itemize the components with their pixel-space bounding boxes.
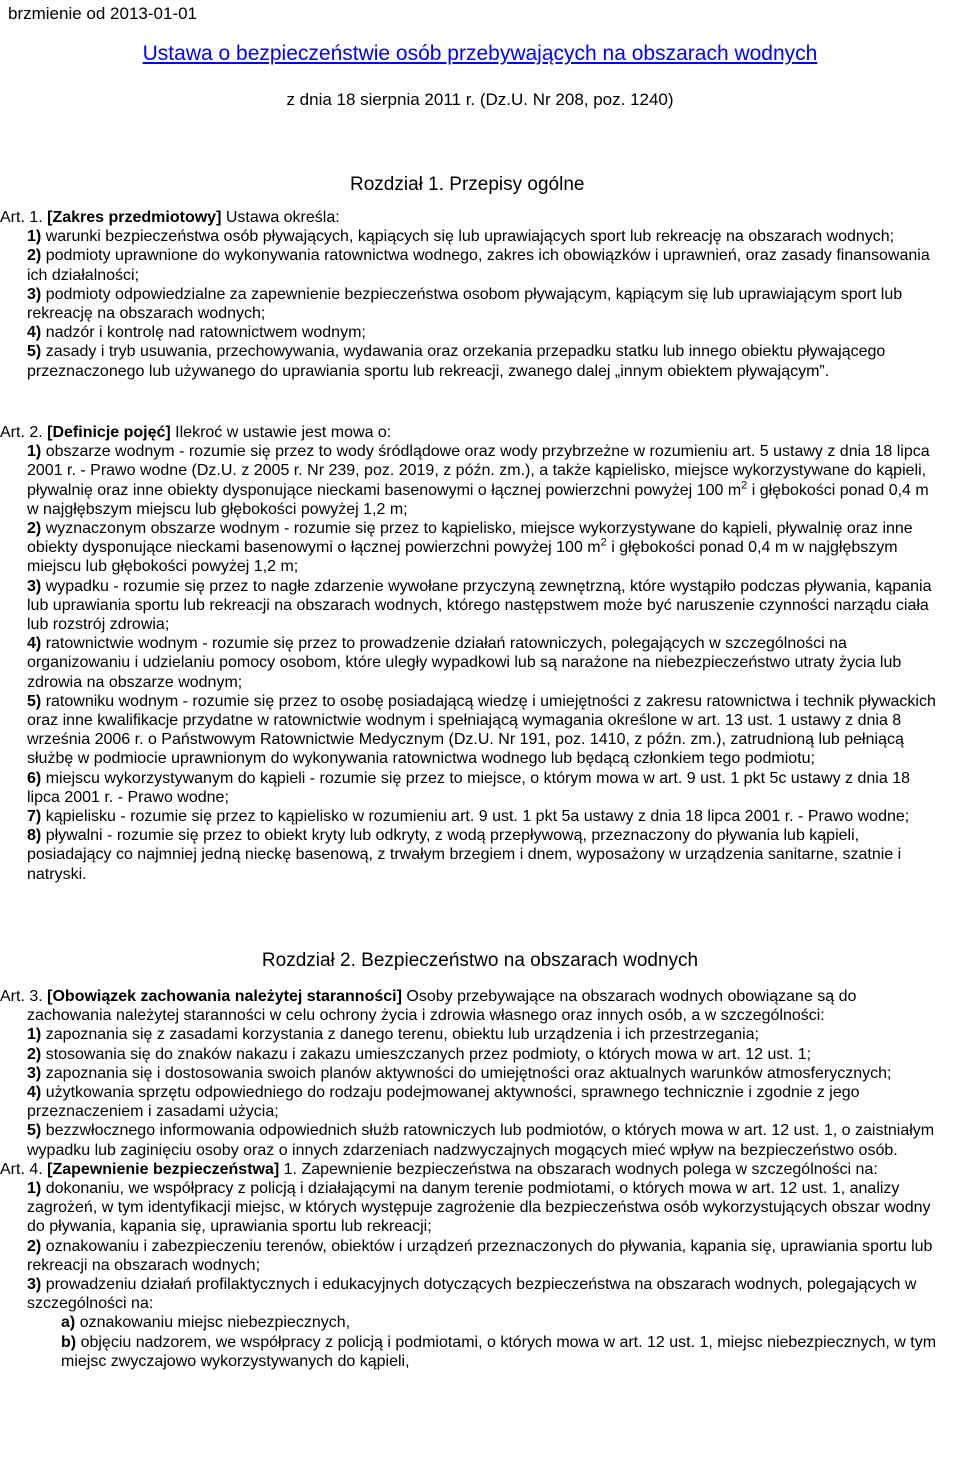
item-number: 8) — [27, 827, 42, 845]
item-text: oznakowaniu i zabezpieczeniu terenów, obiektów i urządzeń przeznaczonych do pływania, kąpania się, uprawiania sportu lub rekreacji na obszarach wodnych; — [27, 1237, 933, 1274]
item-number: 2) — [27, 1237, 42, 1255]
list-item — [27, 634, 942, 692]
list-item — [27, 1064, 942, 1083]
item-text: zasady i tryb usuwania, przechowywania, wydawania oraz orzekania przepadku statku lub innego obiektu pływającego przeznaczonego lub używanego do uprawiania sportu lub rekreacji, zwanego dalej „innym obiektem pływającym”. — [27, 343, 886, 380]
article-heading: [Zakres przedmiotowy] — [47, 209, 222, 226]
item-text: podmioty odpowiedzialne za zapewnienie bezpieczeństwa osobom pływającym, kąpiącym się lub uprawiającym sport lub rekreację na obszarach wodnych; — [27, 285, 903, 323]
article-header — [0, 987, 942, 1025]
item-number: 1) — [27, 443, 42, 461]
list-item — [27, 692, 942, 769]
item-text: warunki bezpieczeństwa osób pływających, kąpiących się lub uprawiających sport lub rekreację na obszarach wodnych; — [45, 228, 895, 246]
list-item — [27, 1275, 942, 1313]
item-letter: b) — [61, 1333, 77, 1351]
item-number: 5) — [27, 1122, 42, 1140]
item-number: 6) — [27, 769, 42, 787]
article-header — [0, 423, 942, 442]
superscript: 2 — [600, 536, 607, 549]
article-header — [0, 1160, 942, 1179]
sub-list-item — [27, 1313, 942, 1332]
chapter-heading-1: Rozdział 1. Przepisy ogólne — [350, 174, 585, 195]
item-number: 2) — [27, 1045, 42, 1063]
article-heading: [Zapewnienie bezpieczeństwa] — [47, 1160, 280, 1178]
item-number: 2) — [27, 247, 42, 265]
article-number: Art. 1. — [0, 209, 43, 226]
article-heading: [Obowiązek zachowania należytej staranności] — [47, 988, 402, 1005]
item-number: 4) — [27, 324, 42, 342]
list-item — [27, 826, 942, 884]
item-text: i głębokości ponad 0,4 m w najgłębszym miejscu lub głębokości powyżej 1,2 m; — [27, 481, 929, 518]
article-2 — [0, 423, 942, 884]
item-text: użytkowania sprzętu odpowiedniego do rodzaju podejmowanej aktywności, sprawnego technicznie i zgodnie z jego przeznaczeniem i zasadami użycia; — [27, 1084, 860, 1121]
list-item — [27, 769, 942, 807]
item-text: i głębokości ponad 0,4 m w najgłębszym miejscu lub głębokości powyżej 1,2 m; — [27, 539, 898, 576]
article-intro: Ustawa określa: — [225, 209, 340, 226]
item-text: prowadzeniu działań profilaktycznych i edukacyjnych dotyczących bezpieczeństwa na obszarach wodnych, polegających w szczególności na: — [27, 1276, 917, 1313]
item-text: wyznaczonym obszarze wodnym - rozumie się przez to kąpielisko, miejsce wykorzystywane do kąpieli, pływalnię oraz inne obiekty dysponujące nieckami basenowymi o łącznej powierzchni powyżej 100 m — [27, 520, 913, 557]
item-text: stosowania się do znaków nakazu i zakazu umieszczanych przez podmioty, o których mowa w art. 12 ust. 1; — [45, 1045, 812, 1063]
version-status: brzmienie od 2013-01-01 — [8, 4, 198, 23]
chapter-heading-2: Rozdział 2. Bezpieczeństwo na obszarach wodnych — [261, 950, 699, 971]
sub-list-item — [27, 1333, 942, 1371]
list-item — [27, 1083, 942, 1121]
list-item — [27, 442, 942, 519]
item-text: obszarze wodnym - rozumie się przez to wody śródlądowe oraz wody przybrzeżne w rozumieniu art. 5 ustawy z dnia 18 lipca 2001 r. - Prawo wodne (Dz.U. z 2005 r. Nr 239, poz. 2019, z późn. zm.), a także kąpielisko, miejsce wykorzystywane do kąpieli, pływalnię oraz inne obiekty dysponujące nieckami basenowymi o łącznej powierzchni powyżej 100 m — [27, 443, 930, 499]
article-intro: Osoby przebywające na obszarach wodnych obowiązane są do zachowania należytej staranności w celu ochrony życia i zdrowia własnego oraz innych osób, a w szczególności: — [27, 988, 857, 1025]
item-text: ratownictwie wodnym - rozumie się przez to prowadzenie działań ratowniczych, polegających w szczególności na organizowaniu i udzielaniu pomocy osobom, które uległy wypadkowi lub są narażone na niebezpieczeństwo utraty życia lub zdrowia na obszarze wodnym; — [27, 635, 902, 691]
item-number: 2) — [27, 520, 42, 538]
item-text: miejscu wykorzystywanym do kąpieli - rozumie się przez to miejsce, o którym mowa w art. 9 ust. 1 pkt 5c ustawy z dnia 18 lipca 2001 r. - Prawo wodne; — [27, 769, 910, 806]
item-number: 7) — [27, 808, 42, 826]
act-date: z dnia 18 sierpnia 2011 r. (Dz.U. Nr 208, poz. 1240) — [286, 90, 674, 109]
item-number: 5) — [27, 343, 42, 361]
item-text: ratowniku wodnym - rozumie się przez to osobę posiadającą wiedzę i umiejętności z zakresu ratownictwa i technik pływackich oraz inne kwalifikacje przydatne w ratownictwie wodnym i spełniającą wymagania określone w art. 13 ust. 1 ustawy z dnia 8 września 2006 r. o Państwowym Ratownictwie Medycznym (Dz.U. Nr 191, poz. 1410, z późn. zm.), zatrudnioną lub pełniącą służbę w podmiocie uprawnionym do wykonywania ratownictwa wodnego lub będącą członkiem tego podmiotu; — [27, 692, 936, 768]
item-text: zapoznania się i dostosowania swoich planów aktywności do umiejętności oraz aktualnych warunków atmosferycznych; — [45, 1064, 892, 1082]
item-number: 1) — [27, 1026, 42, 1044]
item-text: pływalni - rozumie się przez to obiekt kryty lub odkryty, z wodą przepływową, przeznaczony do pływania lub kąpieli, posiadający co najmniej jedną nieckę basenową, z trwałym brzegiem i dnem, wyposażony w urządzenia sanitarne, szatnie i natryski. — [27, 827, 902, 883]
list-item — [27, 1237, 942, 1275]
item-text: bezzwłocznego informowania odpowiednich służb ratowniczych lub podmiotów, o których mowa w art. 12 ust. 1, o zaistniałym wypadku lub zaginięciu osoby oraz o innych zdarzeniach nadzwyczajnych mogących mieć wpływ na bezpieczeństwo osób. — [27, 1122, 935, 1159]
list-item — [27, 577, 942, 635]
list-item — [27, 1121, 942, 1159]
article-3-4 — [0, 987, 942, 1371]
item-number: 4) — [27, 635, 42, 653]
item-text: nadzór i kontrolę nad ratownictwem wodnym; — [45, 324, 366, 342]
article-1 — [0, 208, 942, 381]
article-header — [0, 208, 942, 227]
item-text: dokonaniu, we współpracy z policją i działającymi na danym terenie podmiotami, o których mowa w art. 12 ust. 1, analizy zagrożeń, w tym identyfikacji miejsc, w których występuje zagrożenie dla bezpieczeństwa osób wykorzystujących obszar wodny do pływania, kąpania się, uprawiania sportu lub rekreacji; — [27, 1180, 931, 1236]
list-item — [27, 1025, 942, 1044]
item-text: oznakowaniu miejsc niebezpiecznych, — [79, 1314, 351, 1332]
item-number: 3) — [27, 1064, 42, 1082]
item-text: podmioty uprawnione do wykonywania ratownictwa wodnego, zakres ich obowiązków i uprawnień, oraz zasady finansowania ich działalności; — [27, 247, 930, 284]
article-number: Art. 4. — [0, 1160, 43, 1178]
list-item — [27, 323, 942, 342]
list-item — [27, 1045, 942, 1064]
article-heading: [Definicje pojęć] — [47, 424, 171, 441]
article-number: Art. 3. — [0, 988, 43, 1005]
list-item — [27, 519, 942, 577]
item-number: 4) — [27, 1084, 42, 1102]
item-letter: a) — [61, 1314, 76, 1332]
act-title-link[interactable]: Ustawa o bezpieczeństwie osób przebywających na obszarach wodnych — [142, 42, 818, 65]
list-item — [27, 1179, 942, 1237]
article-intro: 1. Zapewnienie bezpieczeństwa na obszarach wodnych polega w szczególności na: — [283, 1160, 878, 1178]
item-number: 1) — [27, 228, 42, 246]
item-number: 1) — [27, 1180, 42, 1198]
item-text: kąpielisku - rozumie się przez to kąpielisko w rozumieniu art. 9 ust. 1 pkt 5a ustawy z dnia 18 lipca 2001 r. - Prawo wodne; — [45, 808, 910, 826]
item-text: wypadku - rozumie się przez to nagłe zdarzenie wywołane przyczyną zewnętrzną, które wystąpiło podczas pływania, kąpania lub uprawiania sportu lub rekreacji na obszarach wodnych, którego następstwem może być naruszenie czynności narządu ciała lub rozstrój zdrowia; — [27, 577, 932, 634]
article-number: Art. 2. — [0, 424, 43, 441]
list-item — [27, 807, 942, 826]
item-number: 3) — [27, 285, 42, 303]
item-number: 5) — [27, 692, 42, 710]
list-item — [27, 342, 942, 380]
item-text: objęciu nadzorem, we współpracy z policją i podmiotami, o których mowa w art. 12 ust. 1, miejsc niebezpiecznych, w tym miejsc zwyczajowo wykorzystywanych do kąpieli, — [61, 1333, 937, 1370]
article-intro: Ilekroć w ustawie jest mowa o: — [175, 424, 392, 441]
item-number: 3) — [27, 577, 42, 595]
list-item — [27, 227, 942, 246]
item-number: 3) — [27, 1276, 42, 1294]
list-item — [27, 246, 942, 284]
item-text: zapoznania się z zasadami korzystania z danego terenu, obiektu lub urządzenia i ich przestrzegania; — [45, 1026, 759, 1044]
superscript: 2 — [741, 479, 748, 492]
list-item — [27, 285, 942, 323]
